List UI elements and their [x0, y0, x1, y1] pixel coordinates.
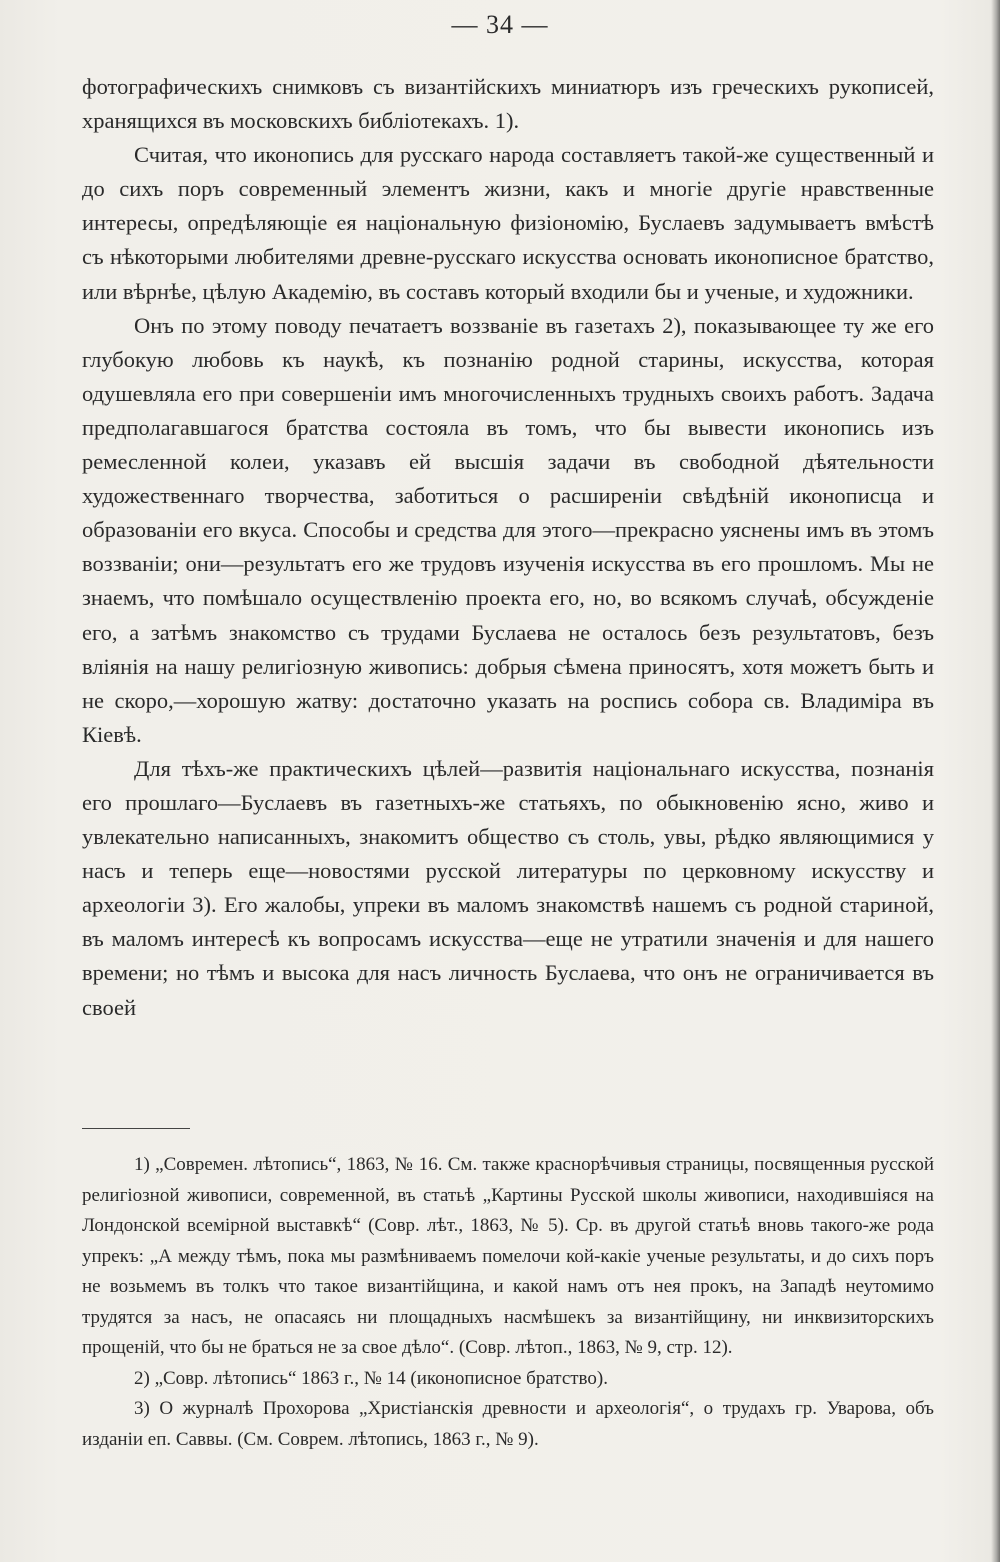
paragraph: Для тѣхъ-же практическихъ цѣлей—развитiя нацiональнаго искусства, познанiя его прошлаго—Буслаевъ въ газетныхъ-же статьяхъ, по обыкновенiю ясно, живо и увлекательно написанныхъ, знакомитъ общество съ столь, увы, рѣдко являющимися у насъ и теперь еще—новостями русской литературы по церковному искусству и археологiи 3). Его жалобы, упреки въ маломъ знакомствѣ нашемъ съ родной стариной, въ маломъ интересѣ къ вопросамъ искусства—еще не утратили значенiя и для нашего времени; но тѣмъ и высока для насъ личность Буслаева, что онъ не ограничивается въ своей: [82, 755, 934, 1020]
page-edge-shadow: [991, 0, 1000, 1562]
footnote-3: 3) О журналѣ Прохорова „Христiанскiя древности и археологiя“, о трудахъ гр. Уварова, объ изданiи еп. Саввы. (См. Соврем. лѣтопись, 1863 г., № 9).: [82, 1398, 934, 1450]
footnotes: [82, 1150, 934, 1455]
footnote-2: 2) „Совр. лѣтопись“ 1863 г., № 14 (иконописное братство).: [134, 1367, 608, 1389]
paragraph: Онъ по этому поводу печатаетъ воззванiе въ газетахъ 2), показывающее ту же его глубокую любовь къ наукѣ, къ познанiю родной старины, искусства, которая одушевляла его при совершенiи имъ многочисленныхъ трудныхъ своихъ работъ. Задача предполагавшагося братства состояла въ томъ, что бы вывести иконопись изъ ремесленной колеи, указавъ ей высшiя задачи въ свободной дѣятельности художественнаго творчества, заботиться о расширенiи свѣдѣнiй иконописца и образованiи его вкуса. Способы и средства для этого—прекрасно уяснены имъ въ этомъ воззванiи; они—результатъ его же трудовъ изученiя искусства въ его прошломъ. Мы не знаемъ, что помѣшало осуществленiю проекта его, но, во всякомъ случаѣ, обсужденiе его, а затѣмъ знакомство съ трудами Буслаева не осталось безъ результатовъ, безъ влiянiя на нашу религiозную живопись: добрыя сѣмена приносятъ, хотя можетъ быть и не скоро,—хорошую жатву: достаточно указать на роспись собора св. Владимiра въ Кiевѣ.: [82, 312, 934, 747]
paragraph-continuation: фотографическихъ снимковъ съ византiйскихъ миниатюръ изъ греческихъ рукописей, хранящихся въ московскихъ библiотекахъ. 1).: [82, 74, 934, 134]
page-number: — 34 —: [451, 10, 549, 39]
footnote-separator: [82, 1128, 190, 1129]
paragraph: Считая, что иконопись для русскаго народа составляетъ такой-же существенный и до сихъ поръ современный элементъ жизни, какъ и многiе другiе нравственные интересы, опредѣляющiе ея нацiональную физiономiю, Буслаевъ задумываетъ вмѣстѣ съ нѣкоторыми любителями древне-русскаго искусства основать иконописное братство, или вѣрнѣе, цѣлую Академiю, въ составъ который входили бы и ученые, и художники.: [82, 142, 934, 304]
footnote-1: 1) „Современ. лѣтопись“, 1863, № 16. См. также краснорѣчивыя страницы, посвященныя русской религiозной живописи, современной, въ статьѣ „Картины Русской школы живописи, находившiяся на Лондонской всемiрной выставкѣ“ (Совр. лѣт., 1863, № 5). Ср. въ другой статьѣ вновь такого-же рода упрекъ: „А между тѣмъ, пока мы размѣниваемъ помелочи кой-какiе ученые результаты, и до сихъ поръ не возьмемъ въ толкъ что такое византiйщина, и какой намъ отъ нея прокъ, на Западѣ неутомимо трудятся за насъ, не опасаясь ни площадныхъ насмѣшекъ за византiйщину, ни инквизиторскихъ прощенiй, что бы не браться не за свое дѣло“. (Совр. лѣтоп., 1863, № 9, стр. 12).: [82, 1154, 934, 1358]
main-text: [82, 70, 934, 1025]
